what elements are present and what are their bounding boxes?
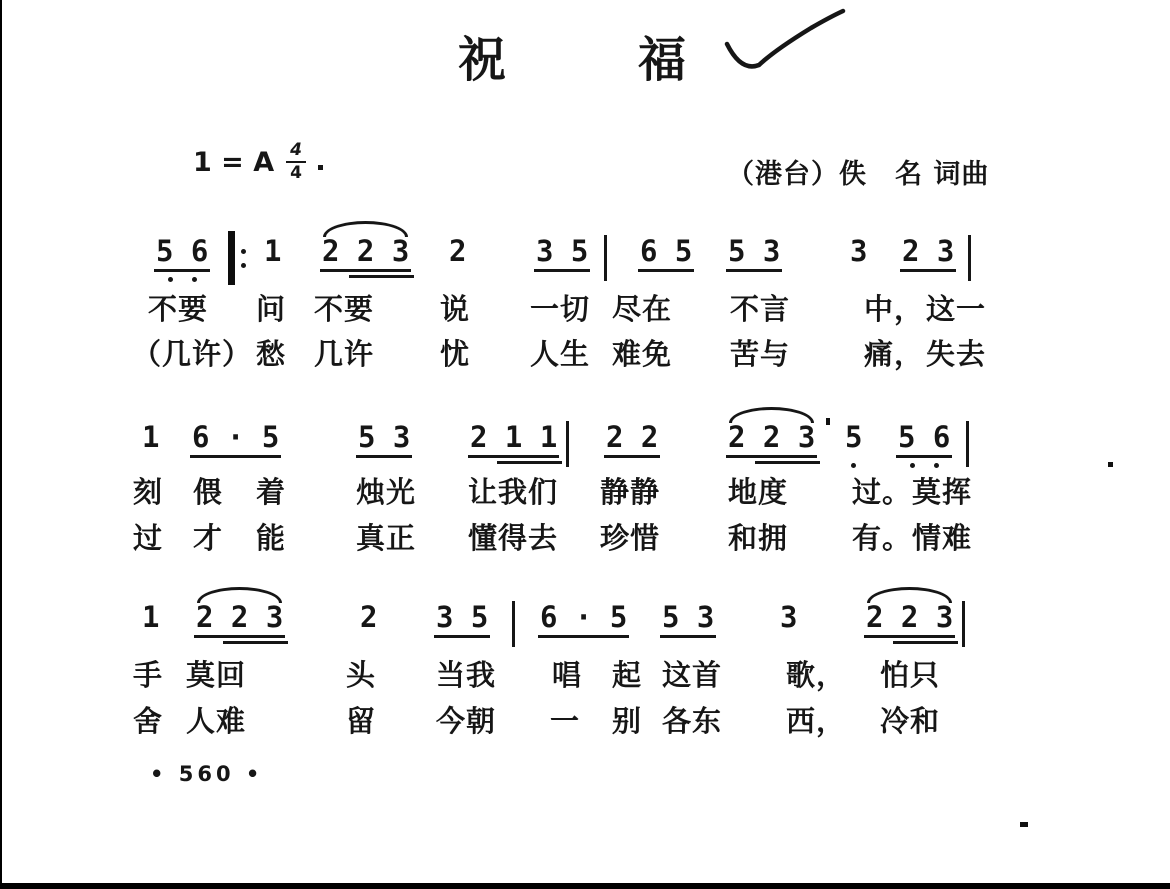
lyric-syllable: 静静 xyxy=(600,475,661,509)
lyric-syllable: 人难 xyxy=(186,704,247,738)
note-group xyxy=(534,234,590,272)
note-numbers: 5 3 xyxy=(660,603,716,638)
note-group xyxy=(190,420,281,458)
note-group xyxy=(358,600,379,635)
lyric-syllable: 留 xyxy=(346,704,377,738)
note-numbers: 5 3 xyxy=(726,237,782,272)
lyric-syllable: 当我 xyxy=(436,658,497,692)
note-numbers: 3 5 xyxy=(534,237,590,272)
lyric-syllable: 不要 xyxy=(314,292,375,326)
note-numbers: 2 xyxy=(449,234,467,268)
lyric-syllable: 能 xyxy=(256,521,287,555)
lyric-syllable: 舍 xyxy=(133,704,164,738)
note-numbers: 6 5 xyxy=(638,237,694,272)
note-group xyxy=(900,234,956,272)
title-char-2: 福 xyxy=(638,32,687,88)
note-group xyxy=(140,600,161,635)
scan-speck xyxy=(1108,462,1113,467)
lyric-syllable: 唱 xyxy=(552,658,583,692)
lyric-syllable: 失去 xyxy=(926,337,987,371)
low-octave-dots xyxy=(847,463,860,468)
lyric-syllable: 一切 xyxy=(530,292,591,326)
note-group xyxy=(638,234,694,272)
lyric-syllable: 过。 xyxy=(852,475,913,509)
credit-line: （港台）佚 名 词曲 xyxy=(727,159,990,190)
note-group xyxy=(538,600,629,638)
barline xyxy=(512,601,515,647)
lyric-syllable: 愁 xyxy=(256,337,287,371)
note-numbers: 5 xyxy=(845,420,863,454)
lyric-syllable: 过 xyxy=(133,521,164,555)
time-signature-denominator: 4 xyxy=(290,163,302,183)
note-group xyxy=(848,234,869,269)
low-octave-dots xyxy=(158,277,206,282)
lyric-syllable: 这首 xyxy=(662,658,723,692)
time-signature-numerator: 4 xyxy=(286,142,306,163)
note-group xyxy=(194,600,285,638)
note-numbers: 3 5 xyxy=(434,603,490,638)
lyric-syllable: 真正 xyxy=(356,521,417,555)
note-numbers: 2 xyxy=(360,600,378,634)
lyric-syllable: 各东 xyxy=(662,704,723,738)
note-numbers: 3 xyxy=(780,600,798,634)
lyric-syllable: 不言 xyxy=(730,292,791,326)
lyric-syllable: 忧 xyxy=(440,337,471,371)
barline xyxy=(566,421,569,467)
lyric-syllable: 别 xyxy=(612,704,643,738)
lyric-syllable: 和拥 xyxy=(728,521,789,555)
page-number: • 560 • xyxy=(150,762,264,786)
note-group xyxy=(778,600,799,635)
lyric-syllable: 痛， xyxy=(864,337,925,371)
lyric-syllable: （几许） xyxy=(132,337,253,371)
note-group xyxy=(468,420,559,458)
repeat-start-barline xyxy=(228,231,246,285)
lyric-syllable: 情难 xyxy=(912,521,973,555)
note-group xyxy=(726,234,782,272)
lyric-syllable: 西， xyxy=(786,704,847,738)
note-group xyxy=(140,420,161,455)
lyric-syllable: 说 xyxy=(440,292,471,326)
lyric-syllable: 人生 xyxy=(530,337,591,371)
scan-speck xyxy=(826,418,830,425)
lyric-syllable: 地度 xyxy=(728,475,789,509)
lyric-syllable: 一 xyxy=(550,704,581,738)
note-numbers: 6 · 5 xyxy=(190,423,281,458)
lyric-syllable: 有。 xyxy=(852,521,913,555)
lyric-syllable: 莫回 xyxy=(186,658,247,692)
barline xyxy=(962,601,965,647)
scan-speck xyxy=(1020,822,1028,827)
note-group xyxy=(843,420,864,455)
note-numbers: 2 2 3 xyxy=(726,423,817,458)
note-numbers: 2 1 1 xyxy=(468,423,559,458)
note-numbers: 2 2 3 xyxy=(320,237,411,272)
barline xyxy=(604,235,607,281)
lyric-syllable: 才 xyxy=(193,521,224,555)
note-numbers: 2 2 3 xyxy=(194,603,285,638)
repeat-colon-dots xyxy=(241,249,246,268)
note-numbers: 6 · 5 xyxy=(538,603,629,638)
lyric-syllable: 冷和 xyxy=(880,704,941,738)
note-group xyxy=(262,234,283,269)
lyric-syllable: 歌， xyxy=(786,658,847,692)
note-numbers: 3 xyxy=(850,234,868,268)
note-numbers: 5 3 xyxy=(356,423,412,458)
note-numbers: 1 xyxy=(142,420,160,454)
lyric-syllable: 莫挥 xyxy=(912,475,973,509)
lyric-syllable: 几许 xyxy=(314,337,375,371)
barline xyxy=(968,235,971,281)
barline xyxy=(966,421,969,467)
key-signature-prefix: 1 = A xyxy=(193,146,275,178)
lyric-syllable: 怕只 xyxy=(880,658,941,692)
lyric-syllable: 起 xyxy=(612,658,643,692)
lyric-syllable: 头 xyxy=(346,658,377,692)
note-numbers: 5 6 xyxy=(154,237,210,272)
note-numbers: 1 xyxy=(264,234,282,268)
lyric-syllable: 珍惜 xyxy=(600,521,661,555)
lyric-syllable: 让我们 xyxy=(468,475,559,509)
title-char-1: 祝 xyxy=(458,32,507,88)
note-numbers: 2 2 3 xyxy=(864,603,955,638)
note-numbers: 1 xyxy=(142,600,160,634)
lyric-syllable: 刻 xyxy=(133,475,164,509)
lyric-syllable: 烛光 xyxy=(356,475,417,509)
lyric-syllable: 尽在 xyxy=(612,292,673,326)
note-group xyxy=(864,600,955,638)
note-group xyxy=(320,234,411,272)
note-group xyxy=(660,600,716,638)
note-group xyxy=(154,234,210,272)
lyric-syllable: 偎 xyxy=(193,475,224,509)
note-group xyxy=(604,420,660,458)
lyric-syllable: 手 xyxy=(133,658,164,692)
lyric-syllable: 难免 xyxy=(612,337,673,371)
lyric-syllable: 这一 xyxy=(926,292,987,326)
note-group xyxy=(434,600,490,638)
lyric-syllable: 着 xyxy=(256,475,287,509)
note-numbers: 2 2 xyxy=(604,423,660,458)
lyric-syllable: 苦与 xyxy=(730,337,791,371)
repeat-thick-bar xyxy=(228,231,235,285)
note-group xyxy=(356,420,412,458)
note-group xyxy=(447,234,468,269)
lyric-syllable: 今朝 xyxy=(436,704,497,738)
lyric-syllable: 问 xyxy=(256,292,287,326)
lyric-syllable: 懂得去 xyxy=(468,521,559,555)
lyric-syllable: 不要 xyxy=(148,292,209,326)
low-octave-dots xyxy=(900,463,948,468)
note-group xyxy=(896,420,952,458)
note-numbers: 2 3 xyxy=(900,237,956,272)
note-numbers: 5 6 xyxy=(896,423,952,458)
lyric-syllable: 中， xyxy=(864,292,925,326)
note-group xyxy=(726,420,817,458)
